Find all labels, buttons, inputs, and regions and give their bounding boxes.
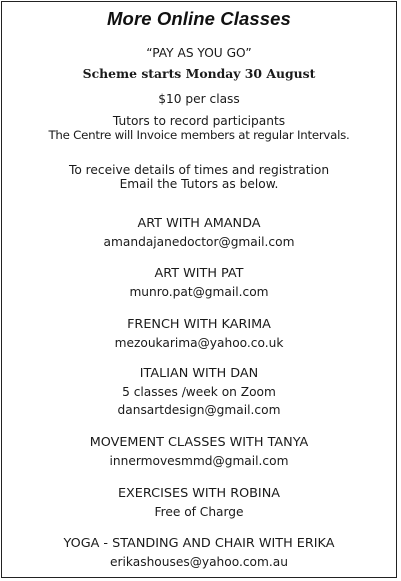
class-name: EXERCISES WITH ROBINA (117, 486, 281, 501)
class-name: MOVEMENT CLASSES WITH TANYA (89, 435, 309, 450)
class-email: innermovesmmd@gmail.com (109, 454, 289, 468)
flyer-panel (1, 1, 397, 578)
class-email: dansartdesign@gmail.com (117, 403, 281, 417)
invoice-note: The Centre will Invoice members at regular Intervals. (48, 128, 350, 142)
class-name: ART WITH AMANDA (137, 216, 261, 231)
flyer-title: More Online Classes (107, 8, 291, 29)
class-email: amandajanedoctor@gmail.com (103, 235, 295, 249)
price: $10 per class (158, 92, 240, 106)
details-line-1: To receive details of times and registration (68, 163, 330, 177)
scheme-start: Scheme starts Monday 30 August (82, 66, 316, 81)
details-line-2: Email the Tutors as below. (119, 177, 279, 191)
class-name: FRENCH WITH KARIMA (127, 317, 271, 332)
class-email: erikashouses@yahoo.com.au (110, 555, 288, 569)
class-name: YOGA - STANDING AND CHAIR WITH ERIKA (63, 536, 335, 551)
class-schedule: 5 classes /week on Zoom (122, 385, 276, 399)
tagline: “PAY AS YOU GO” (146, 46, 252, 60)
class-note: Free of Charge (154, 505, 244, 519)
class-name: ITALIAN WITH DAN (139, 366, 259, 381)
tutors-record: Tutors to record participants (112, 114, 286, 128)
class-email: mezoukarima@yahoo.co.uk (114, 336, 284, 350)
class-email: munro.pat@gmail.com (129, 285, 269, 299)
class-name: ART WITH PAT (154, 266, 244, 281)
